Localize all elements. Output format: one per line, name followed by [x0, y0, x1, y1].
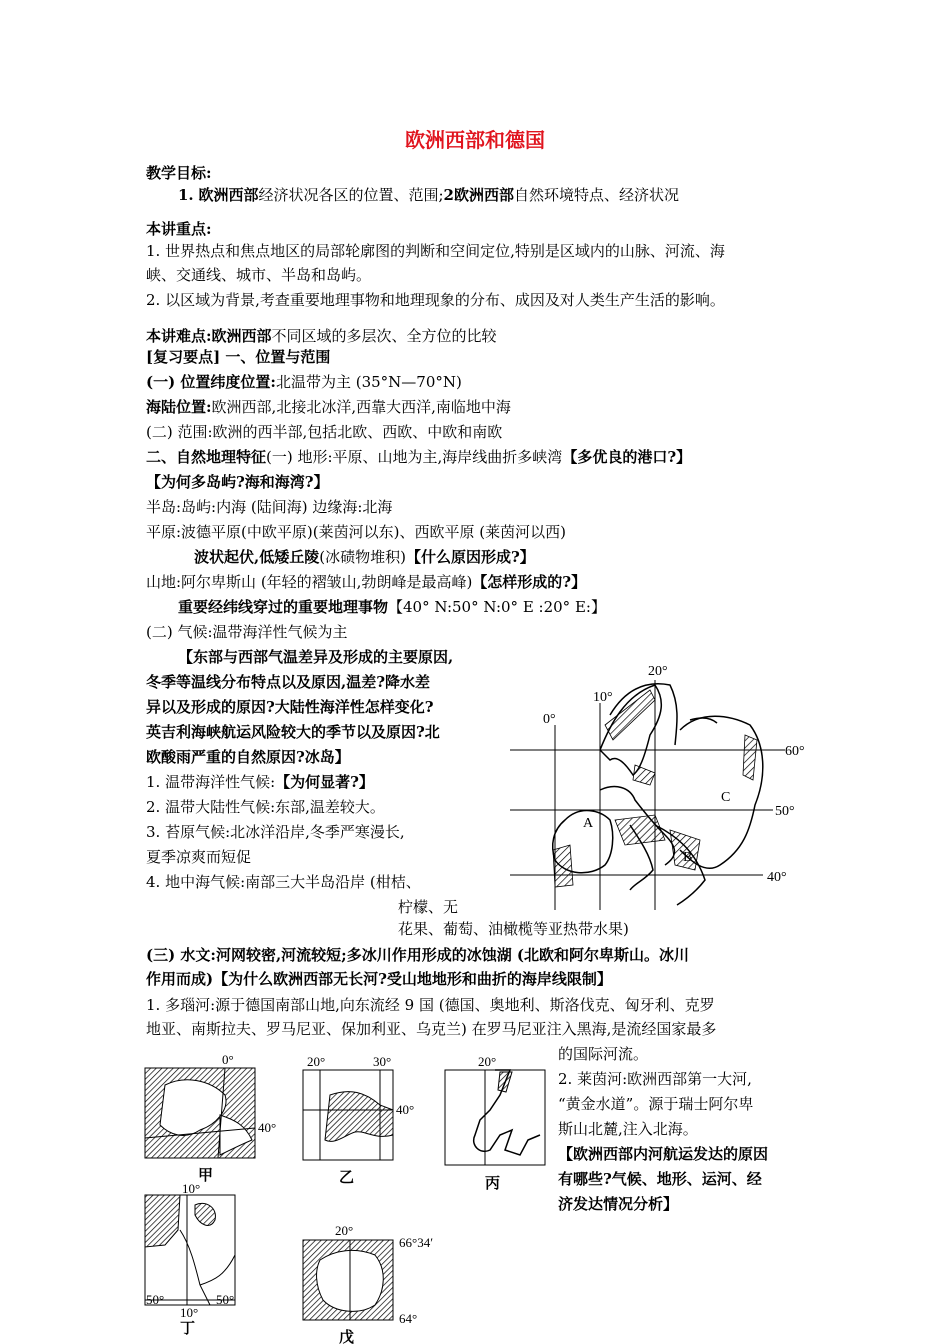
review-heading: [复习要点] 一、位置与范围 — [146, 348, 331, 366]
bing-tick-1: 20° — [478, 1054, 497, 1069]
map-jia — [140, 1050, 280, 1190]
map-wu — [295, 1215, 455, 1344]
goal-t2: 自然环境特点、经济状况 — [513, 186, 679, 204]
lon-0: 0° — [543, 712, 556, 727]
wu-tick-2: 66°34′ — [399, 1235, 434, 1250]
map-ding — [140, 1181, 260, 1337]
climate-question-2: 冬季等温线分布特点以及原因,温差?降水差 — [146, 673, 431, 691]
region-b: B — [683, 850, 693, 865]
key-heading: 本讲重点: — [146, 220, 212, 238]
climate-heading: (二) 气候:温带海洋性气候为主 — [146, 623, 348, 641]
wu-tick-1: 20° — [335, 1223, 354, 1238]
wu-name: 戊 — [339, 1328, 355, 1344]
map-yi — [295, 1050, 435, 1190]
jia-tick-2: 40° — [258, 1120, 277, 1135]
key-point-1b: 峡、交通线、城市、半岛和岛屿。 — [146, 266, 372, 284]
ding-tick-2: 50° — [146, 1292, 165, 1307]
island-question: 【为何多岛屿?海和海湾?】 — [146, 473, 329, 491]
climate-2: 2. 温带大陆性气候:东部,温差较大。 — [146, 798, 385, 816]
sea-land-line — [146, 396, 511, 418]
nature-bold: 二、自然地理特征 — [146, 448, 267, 466]
ding-tick-4: 50° — [216, 1292, 235, 1307]
europe-outline — [553, 684, 763, 905]
hills-question: 【什么原因形成?】 — [405, 548, 535, 566]
yi-tick-2: 30° — [373, 1054, 392, 1069]
goal-b2: 欧洲西部 — [453, 186, 514, 204]
climate-4c: 花果、葡萄、油橄榄等亚热带水果) — [398, 920, 629, 938]
jia-name: 甲 — [198, 1166, 214, 1184]
climate-1-text: 1. 温带海洋性气候: — [146, 773, 276, 791]
rhine-line-1: 2. 莱茵河:欧洲西部第一大河, — [558, 1070, 752, 1088]
water-line-1: (三) 水文:河网较密,河流较短;多冰川作用形成的冰蚀湖 (北欧和阿尔卑斯山。冰川 — [146, 946, 690, 964]
yi-tick-1: 20° — [307, 1054, 326, 1069]
goal-t1: 经济状况各区的位置、范围; — [258, 186, 444, 204]
ding-tick-1: 10° — [182, 1181, 201, 1196]
climate-4a: 4. 地中海气候:南部三大半岛沿岸 (柑桔、 — [146, 873, 421, 891]
wu-tick-3: 64° — [399, 1311, 418, 1326]
mountain-question: 【怎样形成的?】 — [472, 573, 587, 591]
goal-b1: 欧洲西部 — [198, 186, 259, 204]
lat-60: 60° — [785, 744, 805, 759]
latitude-line — [146, 371, 462, 393]
lat-50: 50° — [775, 804, 795, 819]
danube-line-2: 地亚、南斯拉夫、罗马尼亚、保加利亚、乌克兰) 在罗马尼亚注入黑海,是流经国家最多 — [146, 1020, 717, 1038]
latitude-text: 北温带为主 (35°N—70°N) — [275, 373, 462, 391]
hills-line — [194, 546, 535, 568]
mountain-line — [146, 571, 586, 593]
mountain-text: 山地:阿尔卑斯山 (年轻的褶皱山,勃朗峰是最高峰) — [146, 573, 473, 591]
region-a: A — [583, 816, 594, 831]
latlon-line — [178, 596, 606, 618]
page-title: 欧洲西部和德国 — [405, 128, 545, 152]
key-point-1a: 1. 世界热点和焦点地区的局部轮廓图的判断和空间定位,特别是区域内的山脉、河流、海 — [146, 242, 725, 260]
climate-3b: 夏季凉爽而短促 — [146, 848, 252, 866]
yi-name: 乙 — [339, 1168, 355, 1186]
jia-tick-1: 0° — [222, 1052, 234, 1067]
difficulty-line — [146, 325, 497, 347]
goal-line — [178, 184, 679, 206]
water-line-2: 作用而成)【为什么欧洲西部无长河?受山地地形和曲折的海岸线限制】 — [146, 970, 612, 988]
latitude-bold: (一) 位置纬度位置: — [146, 373, 276, 391]
latlon-bold: 重要经纬线穿过的重要地理事物 — [178, 598, 389, 616]
climate-1 — [146, 771, 374, 793]
climate-question-4: 英吉利海峡航运风险较大的季节以及原因?北 — [146, 723, 440, 741]
ding-tick-3: 10° — [180, 1305, 199, 1320]
inland-question-2: 有哪些?气候、地形、运河、经 — [558, 1170, 762, 1188]
region-c: C — [721, 790, 731, 805]
danube-line-3: 的国际河流。 — [558, 1045, 649, 1063]
hills-bold: 波状起伏,低矮丘陵 — [194, 548, 320, 566]
climate-question-5: 欧酸雨严重的自然原因?冰岛】 — [146, 748, 350, 766]
danube-line-1: 1. 多瑙河:源于德国南部山地,向东流经 9 国 (德国、奥地利、斯洛伐克、匈牙利、克罗 — [146, 996, 715, 1014]
rhine-line-2: “黄金水道”。源于瑞士阿尔卑 — [558, 1095, 754, 1113]
goal-n2: 2 — [443, 186, 454, 204]
climate-1-question: 【为何显著?】 — [275, 773, 374, 791]
sea-land-text: 欧洲西部,北接北冰洋,西靠大西洋,南临地中海 — [211, 398, 511, 416]
latlon-text: 【40° N:50° N:0° E :20° E:】 — [388, 598, 606, 616]
lat-40: 40° — [767, 870, 787, 885]
sea-land-bold: 海陆位置: — [146, 398, 212, 416]
climate-3a: 3. 苔原气候:北冰洋沿岸,冬季严寒漫长, — [146, 823, 405, 841]
map-bing — [440, 1050, 560, 1195]
climate-4b: 柠檬、无 — [398, 898, 459, 916]
range-line: (二) 范围:欧洲的西半部,包括北欧、西欧、中欧和南欧 — [146, 423, 503, 441]
nature-question: 【多优良的港口?】 — [562, 448, 692, 466]
difficulty-text: 不同区域的多层次、全方位的比较 — [271, 327, 497, 345]
inland-question-3: 济发达情况分析】 — [558, 1195, 679, 1213]
nature-line — [146, 446, 691, 468]
lon-20: 20° — [648, 664, 668, 679]
rhine-line-3: 斯山北麓,注入北海。 — [558, 1120, 698, 1138]
climate-question-1: 【东部与西部气温差异及形成的主要原因, — [178, 648, 454, 666]
climate-question-3: 异以及形成的原因?大陆性海洋性怎样变化? — [146, 698, 434, 716]
peninsula-line: 半岛:岛屿:内海 (陆间海) 边缘海:北海 — [146, 498, 393, 516]
ding-name: 丁 — [180, 1319, 196, 1337]
goal-n1: 1. — [178, 186, 194, 204]
inland-question-1: 【欧洲西部内河航运发达的原因 — [558, 1145, 769, 1163]
key-point-2: 2. 以区域为背景,考查重要地理事物和地理现象的分布、成因及对人类生产生活的影响。 — [146, 291, 725, 309]
nature-text: (一) 地形:平原、山地为主,海岸线曲折多峡湾 — [266, 448, 563, 466]
europe-map — [505, 655, 815, 915]
plain-line: 平原:波德平原(中欧平原)(莱茵河以东)、西欧平原 (莱茵河以西) — [146, 523, 566, 541]
difficulty-bold: 本讲难点:欧洲西部 — [146, 327, 272, 345]
goal-heading: 教学目标: — [146, 164, 212, 182]
lon-10: 10° — [593, 690, 613, 705]
bing-name: 丙 — [485, 1174, 501, 1192]
hills-text: (冰碛物堆积) — [319, 548, 406, 566]
yi-tick-3: 40° — [396, 1102, 415, 1117]
